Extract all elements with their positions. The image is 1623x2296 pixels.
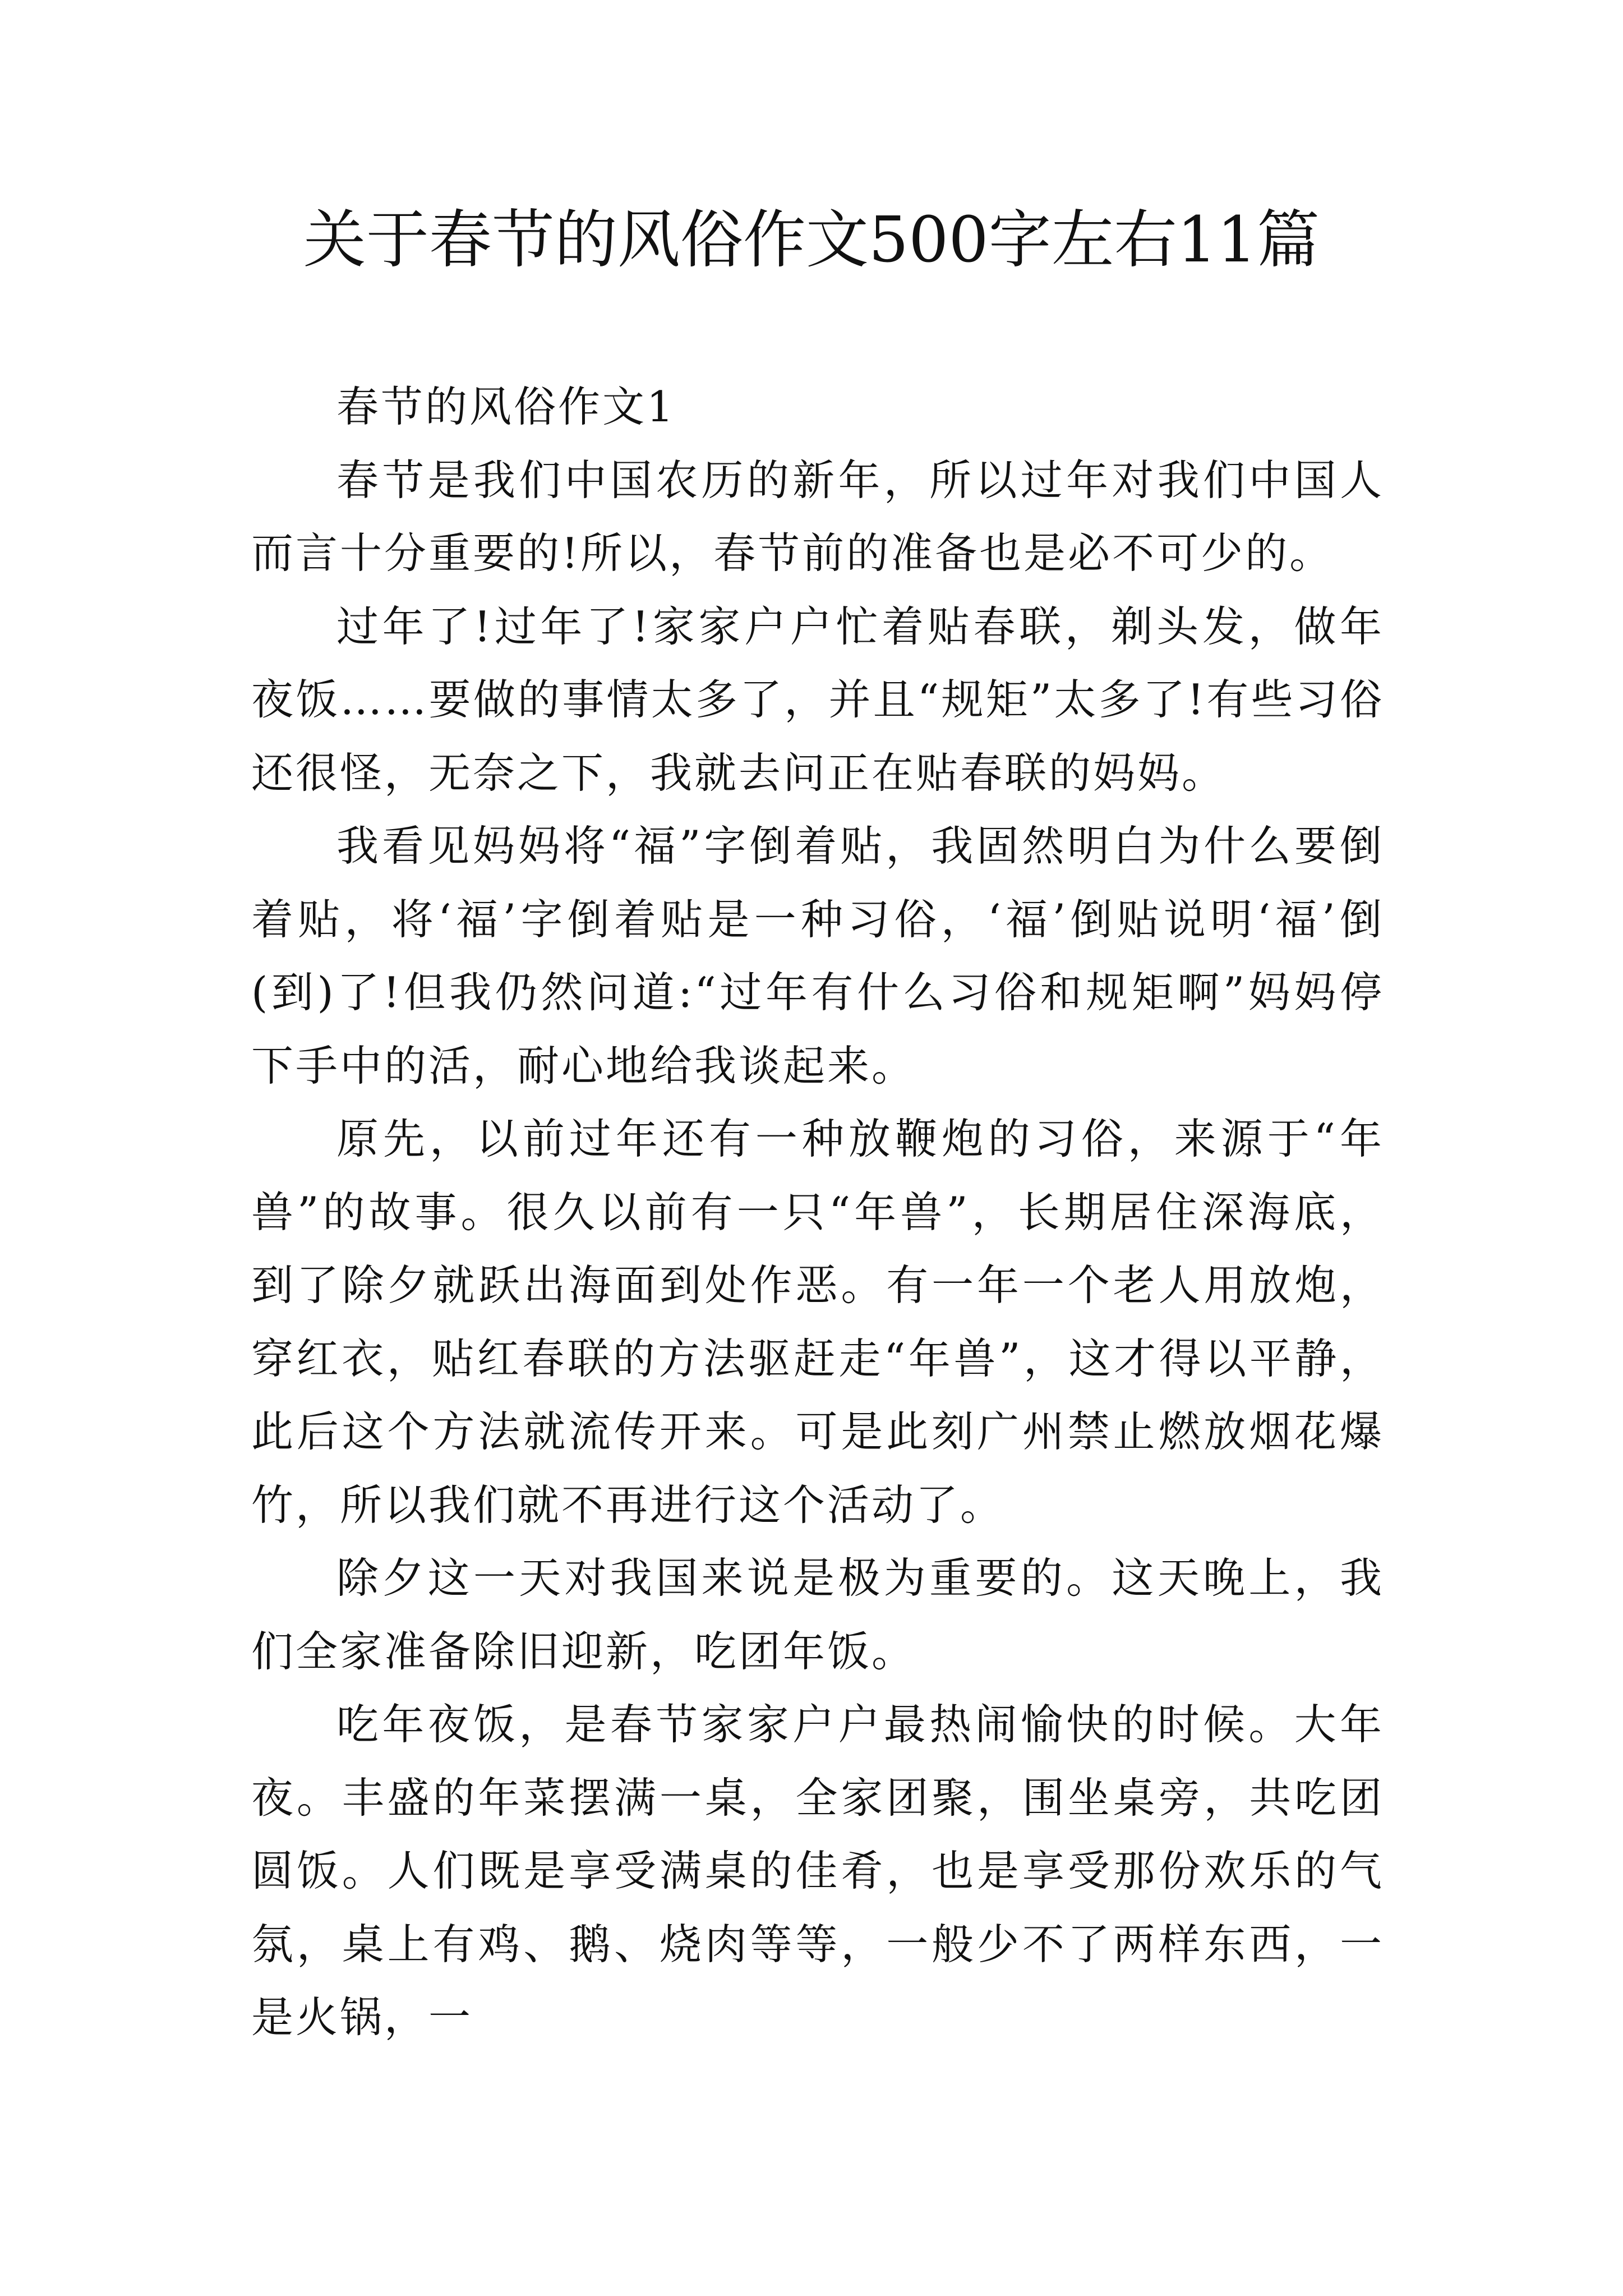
section-heading: 春节的风俗作文1: [336, 382, 676, 431]
paragraph: 除夕这一天对我国来说是极为重要的。这天晚上，我们全家准备除旧迎新，吃团年饭。: [251, 1553, 1384, 1676]
document-body: [251, 370, 1384, 2054]
paragraph: 过年了!过年了!家家户户忙着贴春联，剃头发，做年夜饭……要做的事情太多了，并且“规矩”太多了!有些习俗还很怪，无奈之下，我就去问正在贴春联的妈妈。: [251, 601, 1384, 798]
document-title: 关于春节的风俗作文500字左右11篇: [303, 204, 1320, 277]
paragraph: 我看见妈妈将“福”字倒着贴，我固然明白为什么要倒着贴，将‘福’字倒着贴是一种习俗，‘福’倒贴说明‘福’倒(到)了!但我仍然问道:“过年有什么习俗和规矩啊”妈妈停下手中的活，耐心地给我谈起来。: [251, 821, 1384, 1091]
paragraph: 原先，以前过年还有一种放鞭炮的习俗，来源于“年兽”的故事。很久以前有一只“年兽”，长期居住深海底，到了除夕就跃出海面到处作恶。有一年一个老人用放炮，穿红衣，贴红春联的方法驱赶走“年兽”，这才得以平静，此后这个方法就流传开来。可是此刻广州禁止燃放烟花爆竹，所以我们就不再进行这个活动了。: [251, 1114, 1384, 1530]
paragraph: 吃年夜饭，是春节家家户户最热闹愉快的时候。大年夜。丰盛的年菜摆满一桌，全家团聚，围坐桌旁，共吃团圆饭。人们既是享受满桌的佳肴，也是享受那份欢乐的气氛，桌上有鸡、鹅、烧肉等等，一般少不了两样东西，一是火锅，一: [251, 1700, 1384, 2042]
paragraph: 春节是我们中国农历的新年，所以过年对我们中国人而言十分重要的!所以，春节前的准备也是必不可少的。: [251, 455, 1384, 578]
